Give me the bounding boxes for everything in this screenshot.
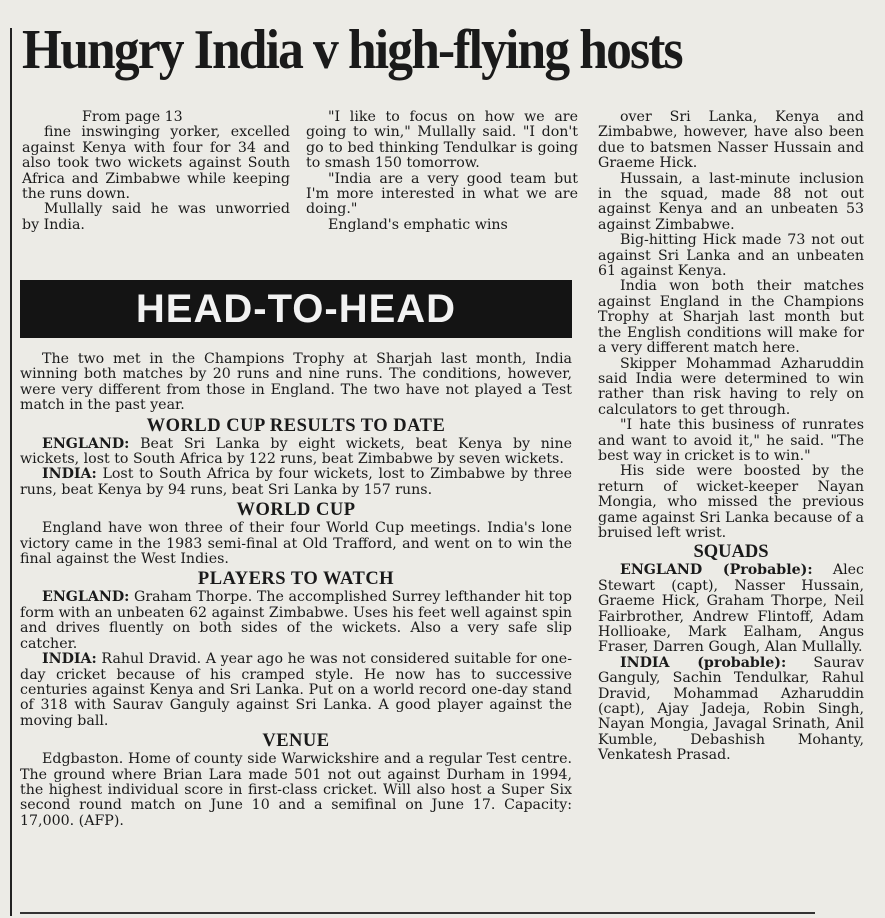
team-label: INDIA: [42, 651, 97, 668]
continuation-note: From page 13 [82, 109, 183, 125]
results-text: Lost to South Africa by four wickets, lost to Zimbabwe by three runs, beat Kenya by 94 runs, beat Sri Lanka by 157 runs. [20, 466, 572, 498]
india-squad [598, 656, 864, 764]
paragraph: His side were boosted by the return of wicket-keeper Nayan Mongia, who missed the previous game against Sri Lanka because of a bruised left wrist. [598, 463, 864, 541]
paragraph: "India are a very good team but I'm more interested in what we are doing." [306, 170, 578, 218]
player-text: Graham Thorpe. The accomplished Surrey lefthander hit top form with an unbeaten 62 against Zimbabwe. Uses his feet well against spin and drives fluently on both sides of the wickets. Also a very safe slip catcher. [20, 589, 572, 652]
team-label: INDIA: [42, 466, 97, 483]
squad-list: Saurav Ganguly, Sachin Tendulkar, Rahul Dravid, Mohammad Azharuddin (capt), Ajay Jadeja, Robin Singh, Nayan Mongia, Javagal Srinath, Anil Kumble, Debashish Mohanty, Venkatesh Prasad. [598, 654, 864, 764]
england-results [20, 437, 572, 468]
paragraph: Big-hitting Hick made 73 not out against Sri Lanka and an unbeaten 61 against Kenya. [598, 232, 864, 280]
bottom-rule [20, 912, 815, 914]
paragraph: Hussain, a last-minute inclusion in the squad, made 88 not out against Kenya and an unbeaten 53 against Zimbabwe. [598, 170, 864, 233]
headline: Hungry India v high-flying hosts [22, 19, 682, 81]
paragraph: over Sri Lanka, Kenya and Zimbabwe, however, have also been due to batsmen Nasser Hussain and Graeme Hick. [598, 109, 864, 172]
players-heading: PLAYERS TO WATCH [197, 569, 395, 590]
squad-list: Alec Stewart (capt), Nasser Hussain, Graeme Hick, Graham Thorpe, Neil Fairbrother, Andrew Flintoff, Adam Hollioake, Mark Ealham, Angus Fraser, Darren Gough, Alan Mullally. [598, 562, 865, 656]
venue-paragraph: Edgbaston. Home of county side Warwickshire and a regular Test centre. The ground where Brian Lara made 501 not out against Durham in 1994, the highest individual score in first-class cricket. Will also host a Super Six second round match on June 10 and a semifinal on June 17. Capacity: 17,000. (AFP). [20, 751, 572, 829]
column-3 [598, 110, 864, 764]
india-player [20, 652, 572, 729]
paragraph: India won both their matches against England in the Champions Trophy at Sharjah last month but the English conditions will make for a very different match here. [598, 278, 864, 357]
head-to-head-box [20, 352, 572, 829]
india-results [20, 467, 572, 498]
paragraph: Mullally said he was unworried by India. [22, 201, 290, 233]
head-to-head-banner: HEAD-TO-HEAD [20, 280, 572, 338]
team-label: ENGLAND: [42, 435, 130, 452]
player-text: Rahul Dravid. A year ago he was not considered suitable for one-day cricket because of his cramped style. He now has to successive centuries against Kenya and Sri Lanka. Put on a world record one-day stand of 318 with Saurav Ganguly against Sri Lanka. A good player against the moving ball. [20, 651, 572, 729]
paragraph: Skipper Mohammad Azharuddin said India were determined to win rather than risk having to rely on calculators to get through. [598, 355, 864, 418]
column-rule [10, 28, 12, 916]
venue-heading: VENUE [262, 731, 330, 752]
world-cup-paragraph: England have won three of their four World Cup meetings. India's lone victory came in the 1983 semi-final at Old Trafford, and went on to win the final against the West Indies. [20, 520, 572, 568]
paragraph: "I like to focus on how we are going to win," Mullally said. "I don't go to bed thinking Tendulkar is going to smash 150 tomorrow. [306, 109, 578, 172]
column-2 [306, 110, 578, 233]
squad-label: INDIA (probable): [620, 654, 787, 671]
squads-heading: SQUADS [693, 542, 769, 563]
england-squad [598, 563, 864, 655]
paragraph: "I hate this business of runrates and want to avoid it," he said. "The best way in cricket is to win." [598, 417, 864, 464]
world-cup-heading: WORLD CUP [236, 500, 356, 521]
england-player [20, 590, 572, 652]
column-1 [22, 110, 290, 233]
results-heading: WORLD CUP RESULTS TO DATE [146, 415, 446, 436]
team-label: ENGLAND: [42, 589, 130, 606]
results-text: Beat Sri Lanka by eight wickets, beat Kenya by nine wickets, lost to South Africa by 122 runs, beat Zimbabwe by seven wickets. [20, 435, 572, 468]
squad-label: ENGLAND (Probable): [620, 562, 813, 579]
intro-paragraph: The two met in the Champions Trophy at Sharjah last month, India winning both matches by 20 runs and nine runs. The conditions, however, were very different from those in England. The two have not played a Test match in the past year. [20, 351, 572, 414]
paragraph: England's emphatic wins [328, 216, 508, 233]
paragraph: fine inswinging yorker, excelled against Kenya with four for 34 and also took two wickets against South Africa and Zimbabwe while keeping the runs down. [22, 124, 290, 203]
